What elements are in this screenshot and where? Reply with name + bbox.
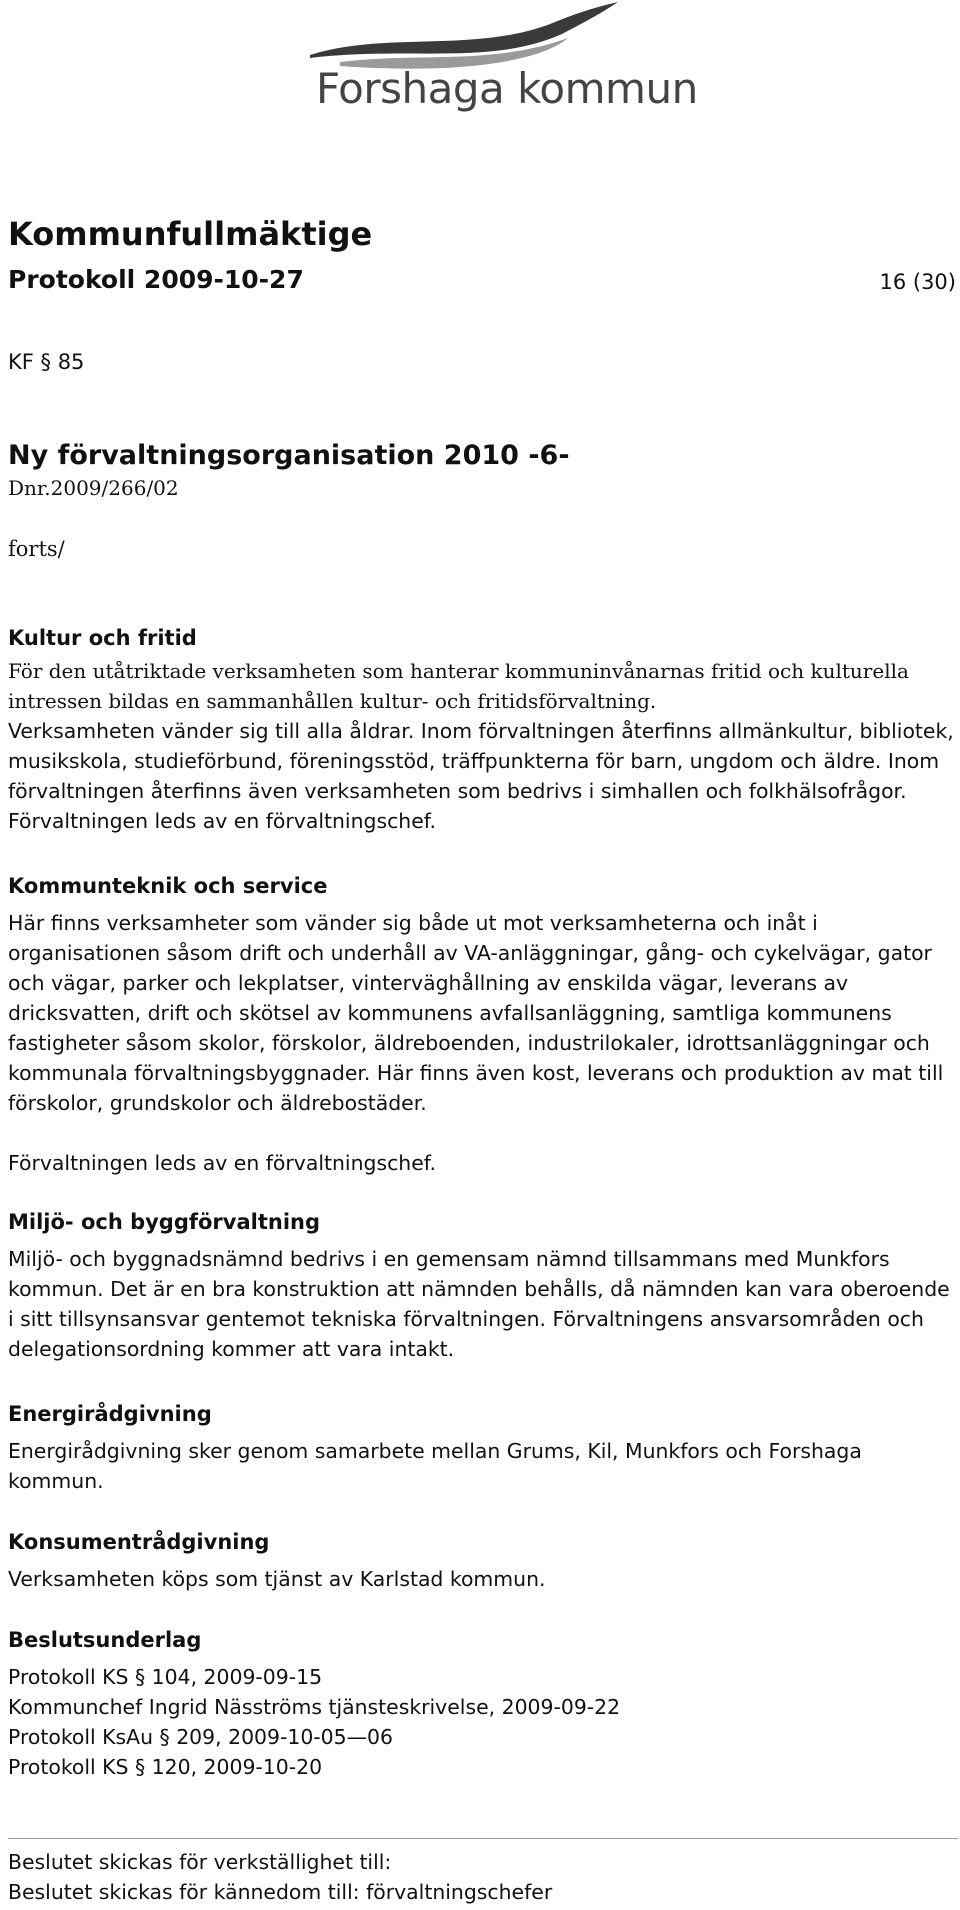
section-body-energi: Energirådgivning sker genom samarbete mellan Grums, Kil, Munkfors och Forshaga kommun. (8, 1439, 862, 1493)
list-item: Protokoll KS § 104, 2009-09-15 (8, 1665, 323, 1689)
case-number: Dnr.2009/266/02 (8, 476, 179, 500)
section-body-miljo: Miljö- och byggnadsnämnd bedrivs i en gemensam nämnd tillsammans med Munkfors kommun. Det är en bra konstruktion att nämnden behålls, då nämnden kan vara oberoende i sitt tillsynsansvar gentemot tekniska förvaltningen. Förvaltningens ansvarsområden och delegationsordning kommer att vara intakt. (8, 1247, 950, 1361)
section-body-konsument: Verksamheten köps som tjänst av Karlstad kommun. (8, 1567, 546, 1591)
section-heading-beslutsunderlag: Beslutsunderlag (8, 1628, 202, 1652)
list-item: Protokoll KS § 120, 2009-10-20 (8, 1755, 323, 1779)
list-item: Kommunchef Ingrid Näsströms tjänsteskrivelse, 2009-09-22 (8, 1695, 621, 1719)
section-heading-konsument: Konsumentrådgivning (8, 1530, 270, 1554)
section-body-kultur-intro: För den utåtriktade verksamheten som hanterar kommuninvånarnas fritid och kulturella intressen bildas en sammanhållen kultur- och fritidsförvaltning. (8, 659, 909, 713)
section-body-kommunteknik: Här finns verksamheter som vänder sig både ut mot verksamheterna och inåt i organisationen såsom drift och underhåll av VA-anläggningar, gång- och cykelvägar, gator och vägar, parker och lekplatser, vinterväghållning av enskilda vägar, leverans av dricksvatten, drift och skötsel av kommunens avfallsanläggning, samtliga kommunens fastigheter såsom skolor, förskolor, äldreboenden, industrilokaler, idrottsanläggningar och kommunala förvaltningsbyggnader. Här finns även kost, leverans och produktion av mat till förskolor, grundskolor och äldrebostäder. (8, 911, 944, 1115)
logo-text: Forshaga kommun (316, 64, 698, 113)
continued-label: forts/ (8, 537, 65, 561)
footer-execution-recipients: Beslutet skickas för verkställighet till: (8, 1850, 392, 1874)
paragraph-reference: KF § 85 (8, 350, 85, 374)
page-number: 16 (30) (879, 270, 956, 294)
section-heading-energi: Energirådgivning (8, 1402, 212, 1426)
case-title: Ny förvaltningsorganisation 2010 -6- (8, 440, 570, 471)
beslutsunderlag-list (8, 1662, 958, 1782)
footer-info-recipients: Beslutet skickas för kännedom till: förvaltningschefer (8, 1880, 553, 1904)
footer-divider (8, 1838, 958, 1839)
protocol-date: Protokoll 2009-10-27 (8, 265, 304, 294)
section-body-kultur: Verksamheten vänder sig till alla åldrar. Inom förvaltningen återfinns allmänkultur, bibliotek, musikskola, studieförbund, föreningsstöd, träffpunkterna för barn, ungdom och äldre. Inom förvaltningen återfinns även verksamheten som bedrivs i simhallen och folkhälsofrågor. Förvaltningen leds av en förvaltningschef. (8, 719, 954, 833)
section-heading-miljo: Miljö- och byggförvaltning (8, 1210, 321, 1234)
document-title: Kommunfullmäktige (8, 215, 373, 253)
section-body-kommunteknik-2: Förvaltningen leds av en förvaltningschef. (8, 1151, 436, 1175)
section-heading-kultur: Kultur och fritid (8, 626, 197, 650)
list-item: Protokoll KsAu § 209, 2009-10-05—06 (8, 1725, 393, 1749)
section-heading-kommunteknik: Kommunteknik och service (8, 874, 328, 898)
